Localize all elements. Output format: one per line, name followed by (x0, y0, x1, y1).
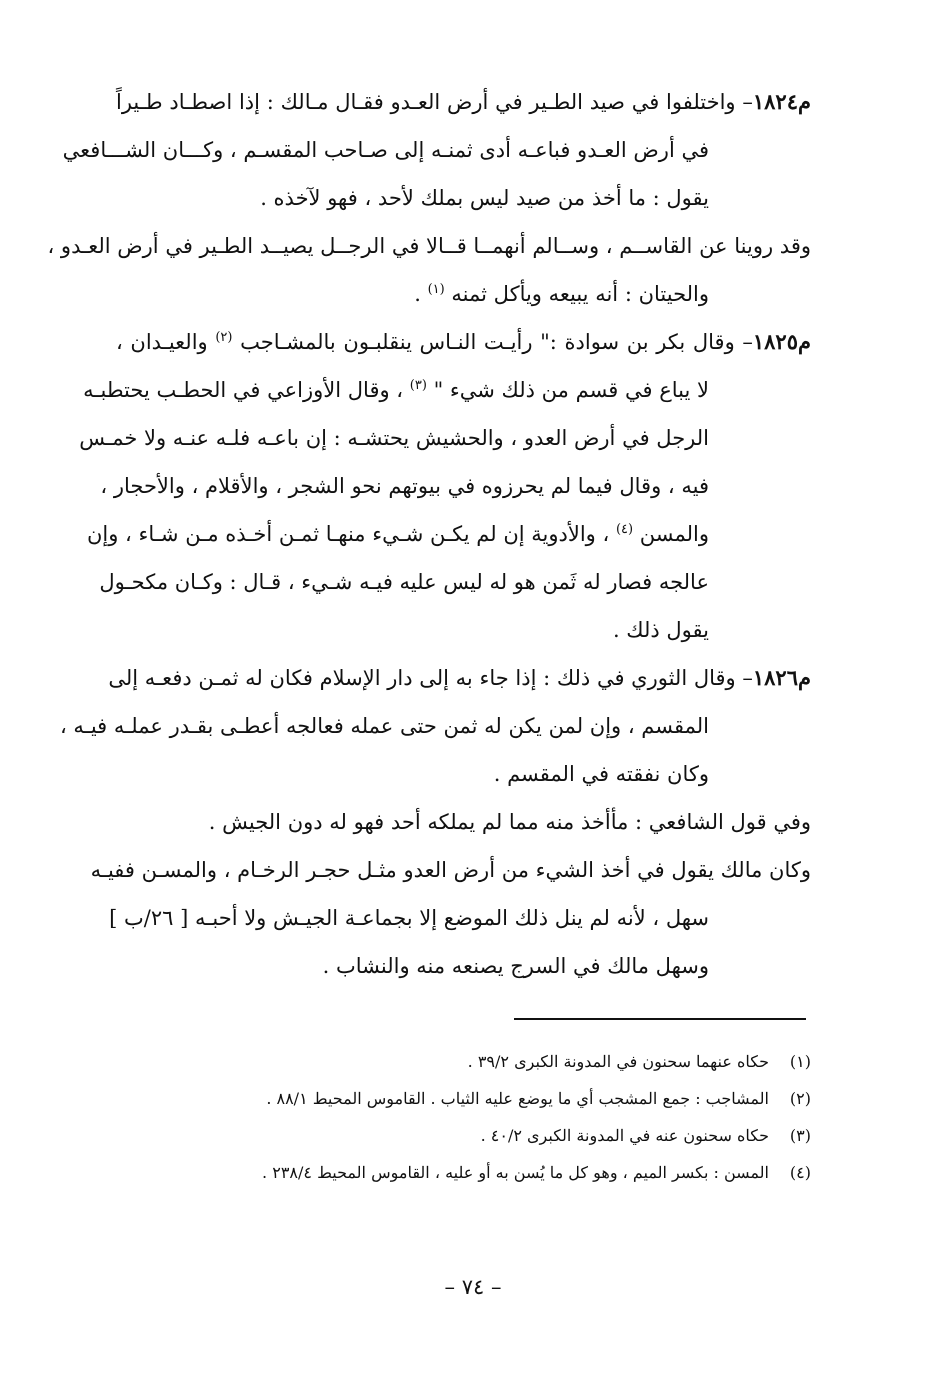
footnote-number: (٣) (789, 1126, 811, 1145)
narration-end: . (414, 282, 428, 306)
footnote-text: حكاه سحنون عنه في المدونة الكبرى ٤٠/٢ . (480, 1126, 769, 1145)
main-text (47, 78, 811, 990)
paragraph-text: – وقال بكر بن سوادة :" رأيـت النـاس ينقلبـون بالمشـاجب (240, 330, 753, 354)
paragraph-text: – وقال الثوري في ذلك : إذا جاء به إلى دار الإسلام فكان له ثمـن دفعـه إلى (108, 666, 753, 690)
shafii-line: وفي قول الشافعي : مأأخذ منه مما لم يملكه أحد فهو له دون الجيش . (208, 810, 811, 834)
paragraph-number: م١٨٢٦ (752, 665, 811, 690)
footnote-ref-2[interactable]: (٢) (215, 330, 233, 345)
paragraph-1825-line-3: الرجل في أرض العدو ، والحشيش يحتشـه : إن باعـه فلـه عنـه ولا خمـس (79, 426, 709, 450)
paragraph-number: م١٨٢٥ (752, 329, 811, 354)
footnote-text: المسن : بكسر الميم ، وهو كل ما يُسن به أو عليه ، القاموس المحيط ٢٣٨/٤ . (262, 1163, 769, 1182)
narration-line-2 (116, 270, 811, 318)
paragraph-text: ، والأدوية إن لم يكـن شـيء منهـا ثمـن أخـذه مـن شـاء ، وإن (86, 522, 616, 546)
paragraph-1825-line-6: عالجه فصار له ثَمن هو له ليس عليه فيـه شـيء ، قـال : وكـان مكحـول (99, 570, 709, 594)
footnote-number: (٤) (789, 1163, 811, 1182)
footnote-1 (116, 1043, 811, 1080)
paragraph-number: م١٨٢٤ (752, 89, 811, 114)
paragraph-text: – واختلفوا في صيد الطـير في أرض العـدو فقـال مـالك : إذا اصطـاد طـيراً (116, 90, 753, 114)
paragraph-1825-line-4: فيه ، وقال فيما لم يحرزوه في بيوتهم نحو الشجر ، والأقلام ، والأحجار ، (100, 474, 709, 498)
footnote-3 (116, 1117, 811, 1154)
paragraph-1826-line-2: المقسم ، وإن لمن يكن له ثمن حتى عمله فعالجه أعطـى بقـدر عملـه فيـه ، (59, 714, 709, 738)
footnote-number: (١) (789, 1052, 811, 1071)
paragraph-1824-line-3: يقول : ما أخذ من صيد ليس بملك لأحد ، فهو لآخذه . (260, 186, 709, 210)
footnote-text: المشاجب : جمع المشجب أي ما يوضع عليه الثياب . القاموس المحيط ٨٨/١ . (266, 1089, 769, 1108)
paragraph-1824-line-2: في أرض العـدو فباعـه أدى ثمنـه إلى صـاحب المقسـم ، وكـــان الشـــافعي (62, 138, 709, 162)
paragraph-1825-line-7: يقول ذلك . (612, 618, 709, 642)
paragraph-1826-line-1 (108, 654, 811, 702)
footnote-ref-1[interactable]: (١) (427, 282, 445, 297)
malik-line-3: وسهل مالك في السرج يصنعه منه والنشاب . (322, 954, 709, 978)
narration-line-1: وقد روينا عن القاســم ، وســالم أنهمــا قــالا في الرجــل يصيــد الطـير في أرض العـدو ، (47, 234, 811, 258)
footnote-ref-3[interactable]: (٣) (409, 378, 427, 393)
paragraph-1824-line-1 (116, 78, 811, 126)
footnote-4 (116, 1154, 811, 1191)
paragraph-1825-line-5 (86, 510, 811, 558)
paragraph-text: ، وقال الأوزاعي في الحطـب يحتطبـه (83, 378, 410, 402)
paragraph-1825-line-2 (83, 366, 811, 414)
footnote-divider (514, 1018, 806, 1020)
footnote-2 (116, 1080, 811, 1117)
paragraph-text: لا يباع في قسم من ذلك شيء " (433, 378, 709, 402)
footnotes (116, 1043, 811, 1191)
malik-line-2: سهل ، لأنه لم ينل ذلك الموضع إلا بجماعـة الجيـش ولا أحبـه [ ٢٦/ب ] (109, 906, 709, 930)
paragraph-1826-line-3: وكان نفقته في المقسم . (493, 762, 709, 786)
footnote-text: حكاه عنهما سحنون في المدونة الكبرى ٣٩/٢ . (467, 1052, 769, 1071)
malik-line-1: وكان مالك يقول في أخذ الشيء من أرض العدو مثـل حجـر الرخـام ، والمسـن ففيـه (90, 858, 811, 882)
narration-text: والحيتان : أنه يبيعه ويأكل ثمنه (451, 282, 709, 306)
paragraph-text: والمسن (639, 522, 709, 546)
paragraph-1825-line-1 (116, 318, 811, 366)
paragraph-text: والعيـدان ، (116, 330, 216, 354)
page-number: – ٧٤ – (444, 1275, 502, 1299)
footnote-ref-4[interactable]: (٤) (615, 522, 634, 537)
footnote-number: (٢) (789, 1089, 811, 1108)
